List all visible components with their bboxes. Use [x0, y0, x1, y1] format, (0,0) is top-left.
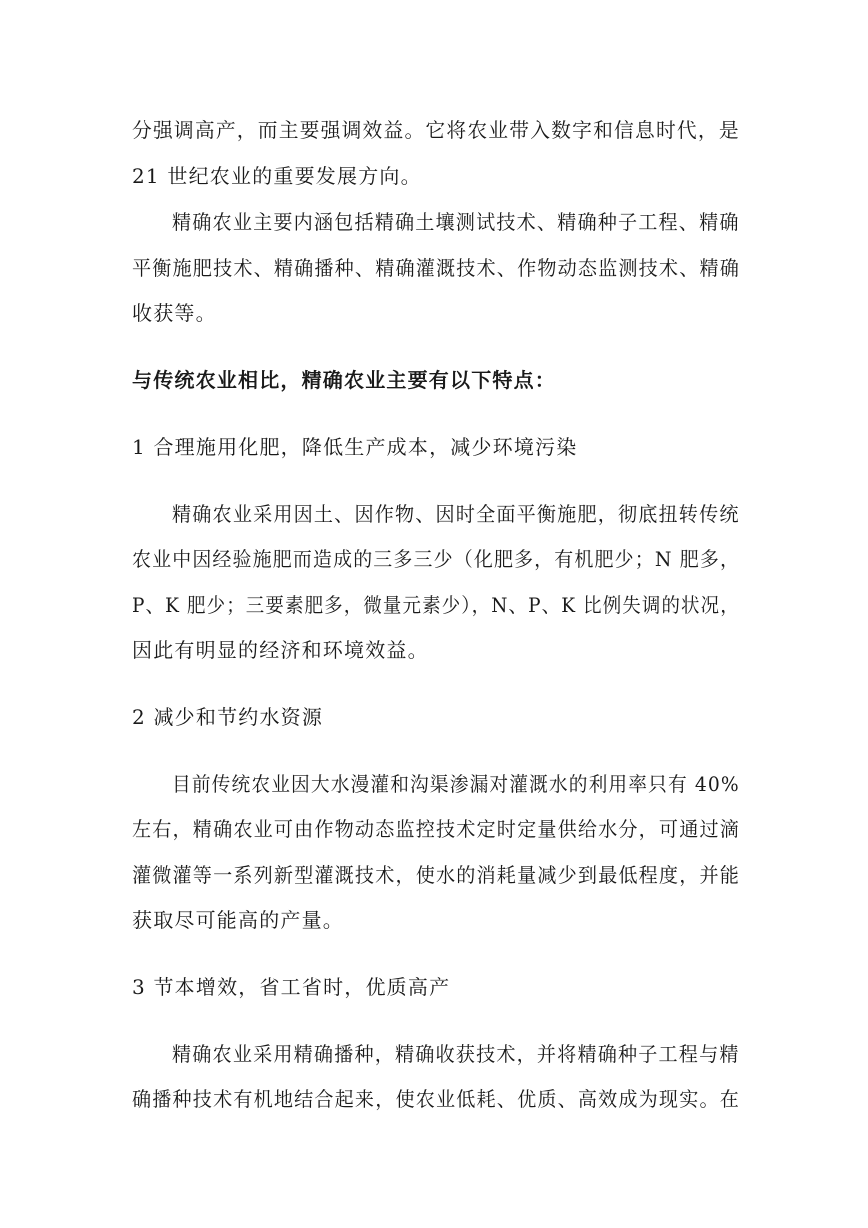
paragraph-line: 分强调高产，而主要强调效益。它将农业带入数字和信息时代，是 — [132, 118, 740, 142]
paragraph-line: 21 世纪农业的重要发展方向。 — [132, 164, 422, 188]
paragraph-line: 精确农业主要内涵包括精确土壤测试技术、精确种子工程、精确 — [172, 210, 740, 234]
paragraph-line: 收获等。 — [132, 301, 217, 325]
paragraph-line: 因此有明显的经济和环境效益。 — [132, 638, 429, 662]
paragraph-line: 灌微灌等一系列新型灌溉技术，使水的消耗量减少到最低程度，并能 — [132, 863, 740, 887]
paragraph-line: 确播种技术有机地结合起来，使农业低耗、优质、高效成为现实。在 — [132, 1087, 740, 1111]
paragraph-line: 精确农业采用因土、因作物、因时全面平衡施肥，彻底扭转传统 — [172, 502, 740, 526]
item-heading: 3 节本增效，省工省时，优质高产 — [132, 975, 451, 999]
paragraph-line: 农业中因经验施肥而造成的三多三少（化肥多，有机肥少；N 肥多， — [132, 547, 741, 571]
paragraph-line: P、K 肥少；三要素肥多，微量元素少），N、P、K 比例失调的状况， — [132, 593, 740, 617]
paragraph-line: 左右，精确农业可由作物动态监控技术定时定量供给水分，可通过滴 — [132, 817, 740, 841]
paragraph-line: 精确农业采用精确播种，精确收获技术，并将精确种子工程与精 — [172, 1042, 740, 1066]
paragraph-line: 获取尽可能高的产量。 — [132, 908, 344, 932]
item-heading: 2 减少和节约水资源 — [132, 705, 324, 729]
paragraph-line: 平衡施肥技术、精确播种、精确灌溉技术、作物动态监测技术、精确 — [132, 256, 740, 280]
paragraph-line: 目前传统农业因大水漫灌和沟渠渗漏对灌溉水的利用率只有 40% — [172, 772, 740, 796]
section-heading: 与传统农业相比，精确农业主要有以下特点： — [132, 368, 556, 392]
item-heading: 1 合理施用化肥，降低生产成本，减少环境污染 — [132, 435, 578, 459]
